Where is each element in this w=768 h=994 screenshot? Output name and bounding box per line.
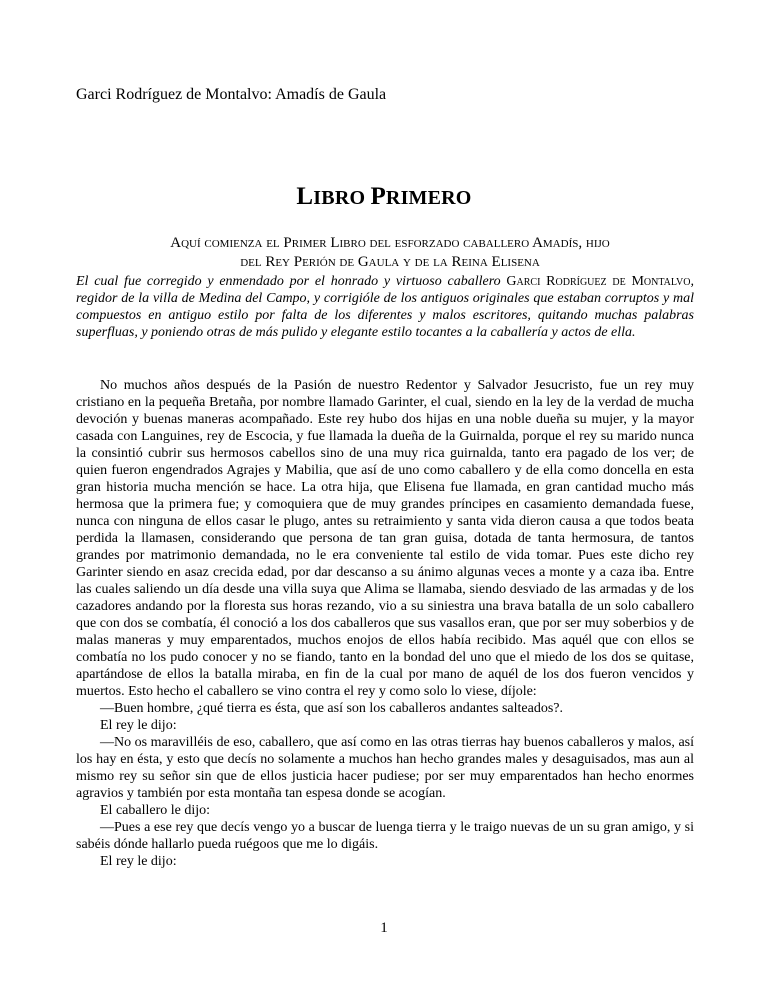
- title-word2-rest: RIMERO: [385, 187, 472, 209]
- intro-paragraph: [76, 273, 694, 341]
- dialogue-paragraph: El caballero le dijo:: [100, 803, 211, 818]
- page-number: 1: [380, 920, 388, 936]
- chapter-heading-line-1: Aquí comienza el Primer Libro del esforzado caballero Amadís, hijo: [170, 235, 610, 251]
- title-word1-rest: IBRO: [313, 187, 366, 209]
- title-initial-p: P: [370, 183, 386, 210]
- body-paragraph: No muchos años después de la Pasión de nuestro Redentor y Salvador Jesucristo, fue un rey muy cristiano en la pequeña Bretaña, por nombre llamado Garinter, el cual, siendo en la ley de la verdad de mucha devoción y buenas maneras acompañado. Este rey hubo dos hijas en una noble dueña su mujer, y la mayor casada con Languines, rey de Escocia, y fue llamada la dueña de la Guirnalda, porque el rey su marido nunca la consintió cubrir sus hermosos cabellos sino de una muy rica guirnalda, tanto era pagado de los ver; de quien fueron engendrados Agrajes y Mabilia, que así de uno como caballero y de ella como doncella en esta gran historia mucha mención se hace. La otra hija, que Elisena fue llamada, en gran cantidad mucho más hermosa que la primera fue; y comoquiera que de muy grandes príncipes en casamiento demandada fuese, nunca con ninguna de ellos casar le plugo, antes su retraimiento y santa vida dieron causa a que todos beata perdida la llamasen, considerando que persona de tan gran guisa, dotada de tanta hermosura, de tantos grandes por matrimonio demandada, no le era conveniente tal estilo de vida tomar. Pues este dicho rey Garinter siendo en asaz crecida edad, por dar descanso a su ánimo algunas veces a monte y a caza iba. Entre las cuales saliendo un día desde una villa suya que Alima se llamaba, siendo desviado de las armadas y de los cazadores andando por la floresta sus horas rezando, vio a su siniestra una brava batalla de un solo caballero que con dos se combatía, él conoció a los dos caballeros que sus vasallos eran, que por ser muy soberbios y de malas maneras y muy emparentados, muchos enojos de ellos había recibido. Mas aquél que con ellos se combatía no los pudo conocer y no se fiando, tanto en la bondad del uno que el miedo de los dos se quitase, apartándose de ellos la batalla miraba, en fin de la cual por mano de aquél de los dos fueron vencidos y muertos. Esto hecho el caballero se vino contra el rey y como solo lo viese, díjole:: [76, 378, 694, 699]
- intro-text-1: El cual fue corregido y enmendado por el honrado y virtuoso caballero: [76, 274, 507, 289]
- body-text: [76, 377, 694, 870]
- chapter-heading-line-2: del Rey Perión de Gaula y de la Reina Elisena: [240, 254, 540, 270]
- book-title: [0, 185, 768, 210]
- title-initial-l: L: [296, 183, 314, 210]
- dialogue-paragraph: —Pues a ese rey que decís vengo yo a buscar de luenga tierra y le traigo nuevas de un su gran amigo, y si sabéis dónde hallarlo pueda ruégoos que me lo digáis.: [76, 820, 694, 852]
- intro-text-2: , regidor de la villa de Medina del Campo, y corrigióle de los antiguos originales que estaban corruptos y mal compuestos en antiguo estilo por falta de los diferentes y malos escritores, quitando muchas palabras superfluas, y poniendo otras de más pulido y elegante estilo tocantes a la caballería y actos de ella.: [76, 274, 695, 340]
- dialogue-paragraph: El rey le dijo:: [100, 718, 177, 733]
- dialogue-paragraph: —Buen hombre, ¿qué tierra es ésta, que así son los caballeros andantes salteados?.: [100, 701, 564, 716]
- running-header: Garci Rodríguez de Montalvo: Amadís de Gaula: [76, 86, 387, 103]
- intro-author: Garci Rodríguez de Montalvo: [506, 274, 691, 289]
- chapter-heading: [110, 234, 670, 272]
- dialogue-paragraph: —No os maravilléis de eso, caballero, que así como en las otras tierras hay buenos caballeros y malos, así los hay en ésta, y esto que decís no solamente a muchos han hecho grandes males y desaguisados, mas aun al mismo rey su señor sin que de ellos justicia hacer pudiese; por ser muy emparentados han hecho enormes agravios y también por esta montaña tan espesa donde se acogían.: [76, 735, 694, 801]
- dialogue-paragraph: El rey le dijo:: [100, 854, 177, 869]
